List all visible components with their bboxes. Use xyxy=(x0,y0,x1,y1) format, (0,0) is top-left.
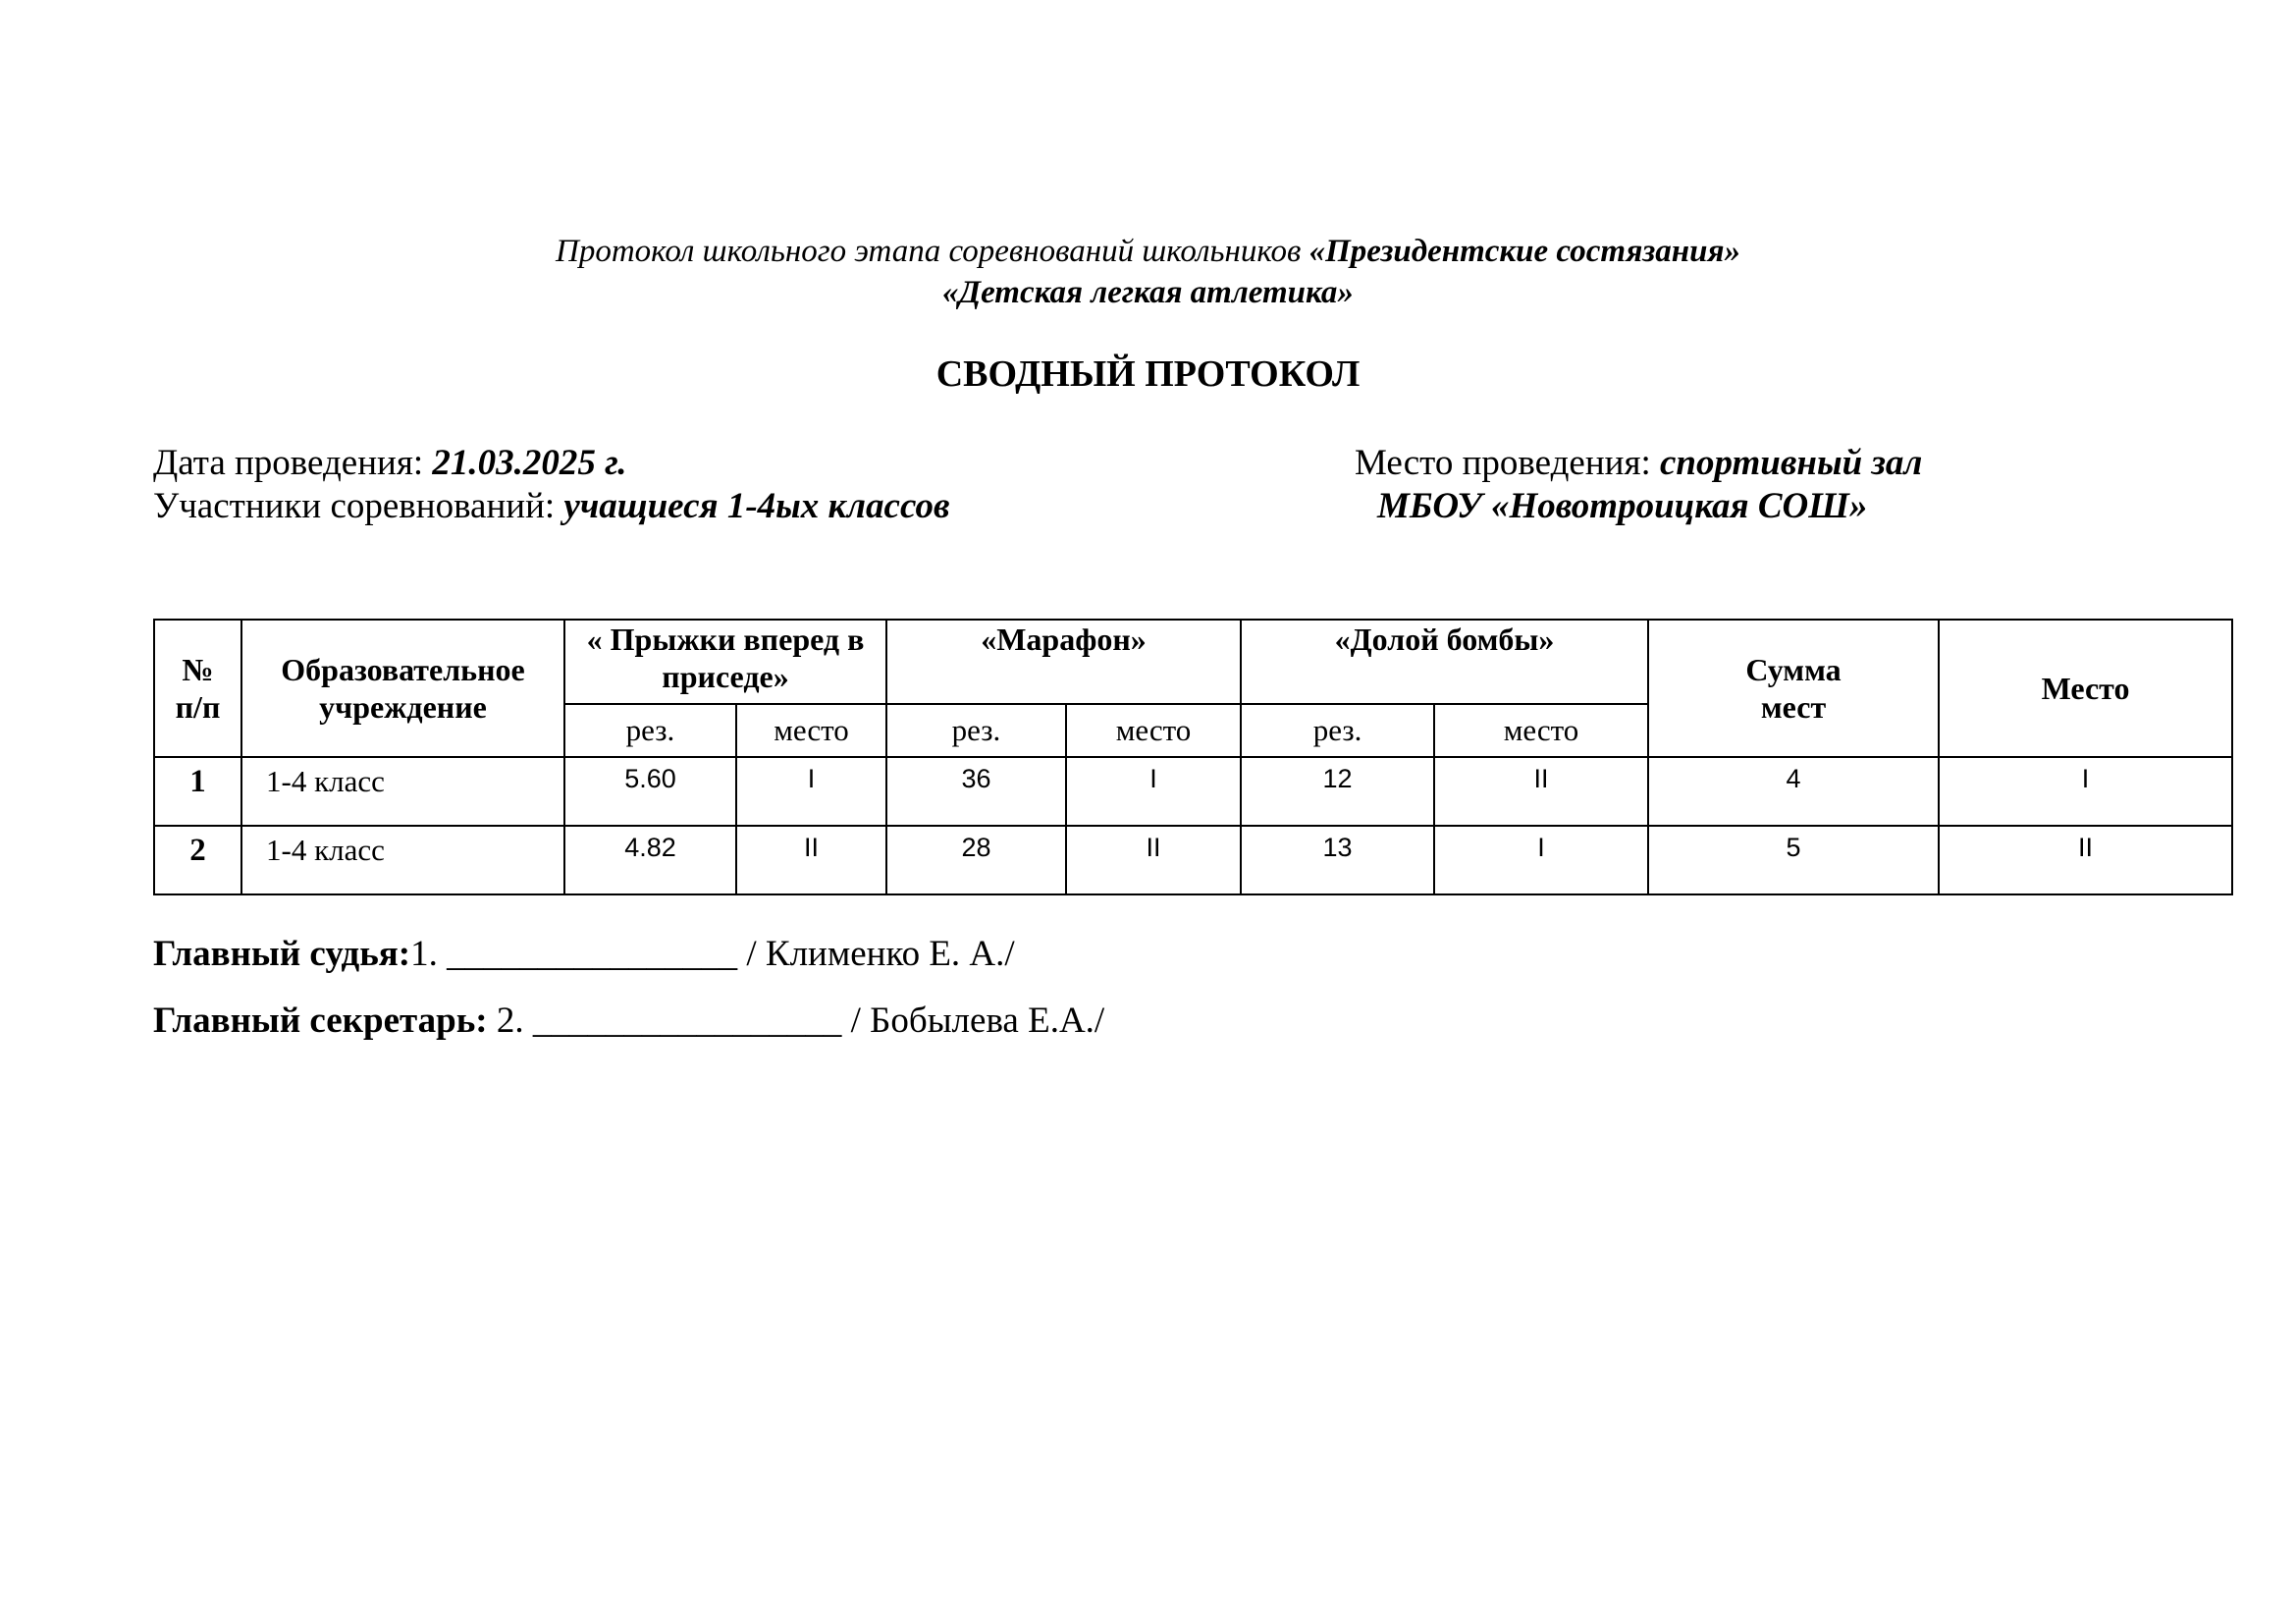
marathon-place: I xyxy=(1066,757,1241,826)
col-header-event-jumps: « Прыжки вперед в приседе» xyxy=(564,620,886,704)
col-header-event-marathon: «Марафон» xyxy=(886,620,1241,704)
page-title: СВОДНЫЙ ПРОТОКОЛ xyxy=(935,353,1361,395)
bombs-result: 13 xyxy=(1241,826,1434,894)
jumps-place: I xyxy=(736,757,886,826)
place-value-2: МБОУ «Новотроицкая СОШ» xyxy=(1377,486,1868,526)
subtitle-text: Протокол школьного этапа соревнований школьников xyxy=(556,234,1309,269)
bombs-place: I xyxy=(1434,826,1648,894)
protocol-subtitle xyxy=(0,232,2296,271)
results-table xyxy=(153,619,2233,895)
marathon-result: 36 xyxy=(886,757,1066,826)
subheader-result: рез. xyxy=(1241,704,1434,757)
chief-secretary-signature: 2. _________________ / Бобылева Е.А./ xyxy=(487,1001,1105,1041)
bombs-result: 12 xyxy=(1241,757,1434,826)
jumps-result: 5.60 xyxy=(564,757,736,826)
jumps-result: 4.82 xyxy=(564,826,736,894)
place-label: Место проведения: xyxy=(1355,443,1660,483)
col-header-event-bombs: «Долой бомбы» xyxy=(1241,620,1648,704)
date-value: 21.03.2025 г. xyxy=(432,443,627,483)
table-row xyxy=(154,757,2232,826)
final-place: II xyxy=(1939,826,2232,894)
chief-secretary-label: Главный секретарь: xyxy=(153,1001,488,1041)
participants-line xyxy=(153,485,950,528)
subheader-place: место xyxy=(736,704,886,757)
col-header-number: № п/п xyxy=(154,620,241,757)
subheader-place: место xyxy=(1434,704,1648,757)
marathon-place: II xyxy=(1066,826,1241,894)
chief-secretary-line xyxy=(153,1000,1104,1043)
row-number: 2 xyxy=(154,826,241,894)
final-place: I xyxy=(1939,757,2232,826)
subheader-result: рез. xyxy=(564,704,736,757)
table-row xyxy=(154,826,2232,894)
row-organization: 1-4 класс xyxy=(241,757,564,826)
col-header-organization: Образовательное учреждение xyxy=(241,620,564,757)
subheader-place: место xyxy=(1066,704,1241,757)
col-header-sum: Сумма мест xyxy=(1648,620,1939,757)
row-number: 1 xyxy=(154,757,241,826)
chief-judge-signature: 1. ________________ / Клименко Е. А./ xyxy=(410,934,1015,974)
date-label: Дата проведения: xyxy=(153,443,433,483)
marathon-result: 28 xyxy=(886,826,1066,894)
participants-label: Участники соревнований: xyxy=(153,486,564,526)
chief-judge-label: Главный судья: xyxy=(153,934,411,974)
place-line xyxy=(1355,442,1922,485)
sum-of-places: 5 xyxy=(1648,826,1939,894)
sum-of-places: 4 xyxy=(1648,757,1939,826)
row-organization: 1-4 класс xyxy=(241,826,564,894)
subheader-result: рез. xyxy=(886,704,1066,757)
col-header-place: Место xyxy=(1939,620,2232,757)
date-line xyxy=(153,442,627,485)
chief-judge-line xyxy=(153,933,1015,976)
bombs-place: II xyxy=(1434,757,1648,826)
event-name: «Детская легкая атлетика» xyxy=(942,275,1354,310)
jumps-place: II xyxy=(736,826,886,894)
place-value-1: спортивный зал xyxy=(1660,443,1923,483)
competition-name: «Президентские состязания» xyxy=(1308,234,1740,269)
participants-value: учащиеся 1-4ых классов xyxy=(563,486,950,526)
